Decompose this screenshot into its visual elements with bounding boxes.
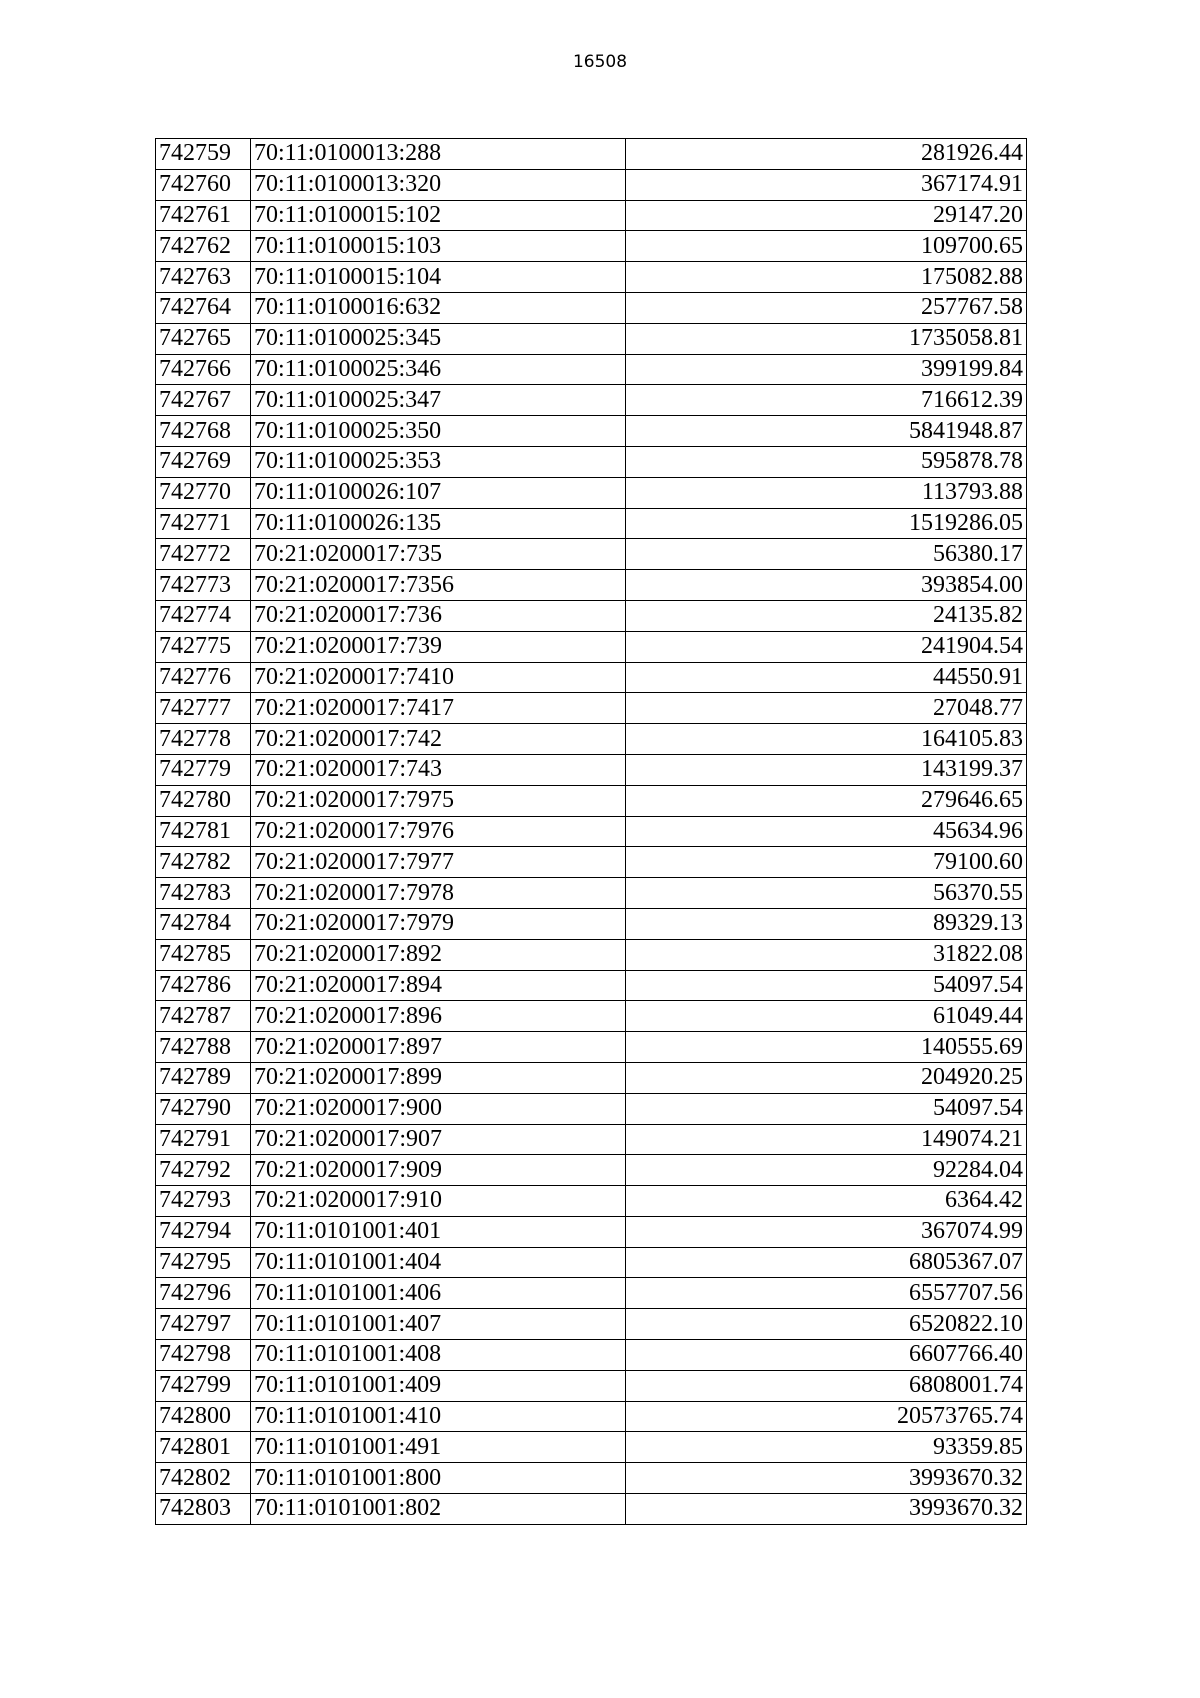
cadastral-number-cell: 70:11:0101001:410 (251, 1401, 626, 1432)
cadastral-value-cell: 399199.84 (626, 354, 1027, 385)
cadastral-value-cell: 6607766.40 (626, 1340, 1027, 1371)
cadastral-value-cell: 595878.78 (626, 446, 1027, 477)
row-number-cell: 742796 (156, 1278, 251, 1309)
table-row (156, 1340, 1027, 1371)
cadastral-value-cell: 6364.42 (626, 1186, 1027, 1217)
cadastral-value-cell: 93359.85 (626, 1432, 1027, 1463)
cadastral-value-cell: 140555.69 (626, 1032, 1027, 1063)
table-row (156, 477, 1027, 508)
row-number-cell: 742764 (156, 292, 251, 323)
row-number-cell: 742774 (156, 600, 251, 631)
cadastral-value-cell: 61049.44 (626, 1001, 1027, 1032)
cadastral-value-cell: 6520822.10 (626, 1309, 1027, 1340)
table-row (156, 1401, 1027, 1432)
row-number-cell: 742768 (156, 416, 251, 447)
cadastral-number-cell: 70:11:0100025:353 (251, 446, 626, 477)
row-number-cell: 742791 (156, 1124, 251, 1155)
cadastral-number-cell: 70:11:0100025:350 (251, 416, 626, 447)
table-row (156, 1370, 1027, 1401)
table-row (156, 1093, 1027, 1124)
row-number-cell: 742787 (156, 1001, 251, 1032)
table-row (156, 169, 1027, 200)
cadastral-number-cell: 70:21:0200017:7977 (251, 847, 626, 878)
cadastral-value-cell: 6557707.56 (626, 1278, 1027, 1309)
cadastral-value-cell: 241904.54 (626, 631, 1027, 662)
cadastral-number-cell: 70:11:0101001:401 (251, 1216, 626, 1247)
cadastral-number-cell: 70:11:0100015:104 (251, 262, 626, 293)
row-number-cell: 742785 (156, 939, 251, 970)
cadastral-number-cell: 70:21:0200017:7976 (251, 816, 626, 847)
table-row (156, 231, 1027, 262)
cadastral-value-cell: 393854.00 (626, 570, 1027, 601)
cadastral-value-cell: 27048.77 (626, 693, 1027, 724)
cadastral-value-cell: 367074.99 (626, 1216, 1027, 1247)
row-number-cell: 742790 (156, 1093, 251, 1124)
table-row (156, 693, 1027, 724)
table-body (156, 139, 1027, 1525)
cadastral-value-cell: 29147.20 (626, 200, 1027, 231)
cadastral-number-cell: 70:21:0200017:900 (251, 1093, 626, 1124)
cadastral-value-cell: 113793.88 (626, 477, 1027, 508)
cadastral-number-cell: 70:21:0200017:909 (251, 1155, 626, 1186)
table-row (156, 1494, 1027, 1525)
table-row (156, 1216, 1027, 1247)
cadastral-value-cell: 279646.65 (626, 785, 1027, 816)
row-number-cell: 742799 (156, 1370, 251, 1401)
table-row (156, 724, 1027, 755)
cadastral-number-cell: 70:21:0200017:743 (251, 754, 626, 785)
cadastral-value-cell: 149074.21 (626, 1124, 1027, 1155)
table-row (156, 1062, 1027, 1093)
cadastral-value-cell: 281926.44 (626, 139, 1027, 170)
cadastral-number-cell: 70:11:0101001:408 (251, 1340, 626, 1371)
table-row (156, 323, 1027, 354)
row-number-cell: 742793 (156, 1186, 251, 1217)
cadastral-value-cell: 24135.82 (626, 600, 1027, 631)
table-row (156, 970, 1027, 1001)
table-row (156, 139, 1027, 170)
cadastral-number-cell: 70:11:0100015:102 (251, 200, 626, 231)
cadastral-value-cell: 54097.54 (626, 1093, 1027, 1124)
row-number-cell: 742803 (156, 1494, 251, 1525)
row-number-cell: 742795 (156, 1247, 251, 1278)
table-row (156, 539, 1027, 570)
row-number-cell: 742770 (156, 477, 251, 508)
table-row (156, 1463, 1027, 1494)
cadastral-number-cell: 70:21:0200017:742 (251, 724, 626, 755)
cadastral-number-cell: 70:11:0100016:632 (251, 292, 626, 323)
row-number-cell: 742776 (156, 662, 251, 693)
row-number-cell: 742794 (156, 1216, 251, 1247)
cadastral-number-cell: 70:21:0200017:894 (251, 970, 626, 1001)
table-row (156, 385, 1027, 416)
row-number-cell: 742784 (156, 908, 251, 939)
table-row (156, 1124, 1027, 1155)
row-number-cell: 742783 (156, 878, 251, 909)
cadastral-value-cell: 1735058.81 (626, 323, 1027, 354)
row-number-cell: 742760 (156, 169, 251, 200)
row-number-cell: 742771 (156, 508, 251, 539)
cadastral-number-cell: 70:21:0200017:736 (251, 600, 626, 631)
cadastral-value-cell: 257767.58 (626, 292, 1027, 323)
cadastral-number-cell: 70:11:0101001:491 (251, 1432, 626, 1463)
cadastral-value-cell: 92284.04 (626, 1155, 1027, 1186)
cadastral-number-cell: 70:21:0200017:910 (251, 1186, 626, 1217)
cadastral-value-cell: 45634.96 (626, 816, 1027, 847)
table-row (156, 662, 1027, 693)
cadastral-value-table (155, 138, 1027, 1525)
row-number-cell: 742800 (156, 1401, 251, 1432)
cadastral-number-cell: 70:11:0101001:800 (251, 1463, 626, 1494)
row-number-cell: 742766 (156, 354, 251, 385)
cadastral-number-cell: 70:21:0200017:735 (251, 539, 626, 570)
row-number-cell: 742775 (156, 631, 251, 662)
cadastral-number-cell: 70:21:0200017:907 (251, 1124, 626, 1155)
cadastral-value-cell: 143199.37 (626, 754, 1027, 785)
table-row (156, 1247, 1027, 1278)
cadastral-number-cell: 70:11:0100015:103 (251, 231, 626, 262)
cadastral-number-cell: 70:21:0200017:899 (251, 1062, 626, 1093)
cadastral-value-cell: 204920.25 (626, 1062, 1027, 1093)
row-number-cell: 742780 (156, 785, 251, 816)
cadastral-value-cell: 54097.54 (626, 970, 1027, 1001)
row-number-cell: 742761 (156, 200, 251, 231)
cadastral-number-cell: 70:11:0101001:404 (251, 1247, 626, 1278)
cadastral-number-cell: 70:11:0101001:409 (251, 1370, 626, 1401)
cadastral-number-cell: 70:21:0200017:7356 (251, 570, 626, 601)
cadastral-value-cell: 367174.91 (626, 169, 1027, 200)
table-row (156, 1432, 1027, 1463)
cadastral-number-cell: 70:11:0100026:135 (251, 508, 626, 539)
cadastral-number-cell: 70:11:0100013:320 (251, 169, 626, 200)
table-row (156, 262, 1027, 293)
table-row (156, 354, 1027, 385)
cadastral-number-cell: 70:21:0200017:739 (251, 631, 626, 662)
cadastral-number-cell: 70:11:0100025:345 (251, 323, 626, 354)
table-row (156, 939, 1027, 970)
table-row (156, 570, 1027, 601)
table-row (156, 878, 1027, 909)
row-number-cell: 742767 (156, 385, 251, 416)
table-row (156, 908, 1027, 939)
table-row (156, 292, 1027, 323)
row-number-cell: 742762 (156, 231, 251, 262)
cadastral-value-cell: 31822.08 (626, 939, 1027, 970)
table-row (156, 785, 1027, 816)
page-number: 16508 (572, 52, 628, 72)
row-number-cell: 742792 (156, 1155, 251, 1186)
cadastral-value-cell: 6805367.07 (626, 1247, 1027, 1278)
cadastral-value-cell: 79100.60 (626, 847, 1027, 878)
cadastral-number-cell: 70:11:0100013:288 (251, 139, 626, 170)
table-row (156, 416, 1027, 447)
table-row (156, 1309, 1027, 1340)
cadastral-value-cell: 89329.13 (626, 908, 1027, 939)
table-row (156, 1001, 1027, 1032)
table-row (156, 816, 1027, 847)
cadastral-number-cell: 70:21:0200017:896 (251, 1001, 626, 1032)
cadastral-number-cell: 70:11:0101001:407 (251, 1309, 626, 1340)
table-row (156, 754, 1027, 785)
row-number-cell: 742765 (156, 323, 251, 354)
row-number-cell: 742778 (156, 724, 251, 755)
table-row (156, 847, 1027, 878)
cadastral-number-cell: 70:11:0100025:346 (251, 354, 626, 385)
table-row (156, 600, 1027, 631)
row-number-cell: 742786 (156, 970, 251, 1001)
cadastral-value-cell: 1519286.05 (626, 508, 1027, 539)
cadastral-value-cell: 164105.83 (626, 724, 1027, 755)
row-number-cell: 742801 (156, 1432, 251, 1463)
row-number-cell: 742788 (156, 1032, 251, 1063)
cadastral-value-cell: 109700.65 (626, 231, 1027, 262)
table-row (156, 631, 1027, 662)
cadastral-value-cell: 56380.17 (626, 539, 1027, 570)
row-number-cell: 742763 (156, 262, 251, 293)
cadastral-number-cell: 70:21:0200017:7979 (251, 908, 626, 939)
cadastral-number-cell: 70:21:0200017:7975 (251, 785, 626, 816)
row-number-cell: 742802 (156, 1463, 251, 1494)
cadastral-number-cell: 70:11:0100025:347 (251, 385, 626, 416)
cadastral-value-cell: 20573765.74 (626, 1401, 1027, 1432)
cadastral-value-cell: 3993670.32 (626, 1494, 1027, 1525)
table-row (156, 508, 1027, 539)
row-number-cell: 742789 (156, 1062, 251, 1093)
cadastral-number-cell: 70:21:0200017:892 (251, 939, 626, 970)
cadastral-value-cell: 175082.88 (626, 262, 1027, 293)
row-number-cell: 742798 (156, 1340, 251, 1371)
table-row (156, 1186, 1027, 1217)
cadastral-number-cell: 70:11:0101001:802 (251, 1494, 626, 1525)
table-row (156, 1278, 1027, 1309)
row-number-cell: 742779 (156, 754, 251, 785)
table-row (156, 1032, 1027, 1063)
row-number-cell: 742797 (156, 1309, 251, 1340)
table-row (156, 1155, 1027, 1186)
cadastral-value-cell: 56370.55 (626, 878, 1027, 909)
cadastral-number-cell: 70:21:0200017:7978 (251, 878, 626, 909)
cadastral-value-cell: 716612.39 (626, 385, 1027, 416)
row-number-cell: 742769 (156, 446, 251, 477)
row-number-cell: 742782 (156, 847, 251, 878)
cadastral-number-cell: 70:11:0101001:406 (251, 1278, 626, 1309)
table-row (156, 200, 1027, 231)
row-number-cell: 742777 (156, 693, 251, 724)
cadastral-number-cell: 70:11:0100026:107 (251, 477, 626, 508)
cadastral-value-cell: 5841948.87 (626, 416, 1027, 447)
cadastral-value-cell: 3993670.32 (626, 1463, 1027, 1494)
row-number-cell: 742773 (156, 570, 251, 601)
cadastral-number-cell: 70:21:0200017:897 (251, 1032, 626, 1063)
table-row (156, 446, 1027, 477)
cadastral-value-cell: 6808001.74 (626, 1370, 1027, 1401)
cadastral-value-cell: 44550.91 (626, 662, 1027, 693)
row-number-cell: 742772 (156, 539, 251, 570)
cadastral-number-cell: 70:21:0200017:7417 (251, 693, 626, 724)
cadastral-number-cell: 70:21:0200017:7410 (251, 662, 626, 693)
row-number-cell: 742781 (156, 816, 251, 847)
row-number-cell: 742759 (156, 139, 251, 170)
